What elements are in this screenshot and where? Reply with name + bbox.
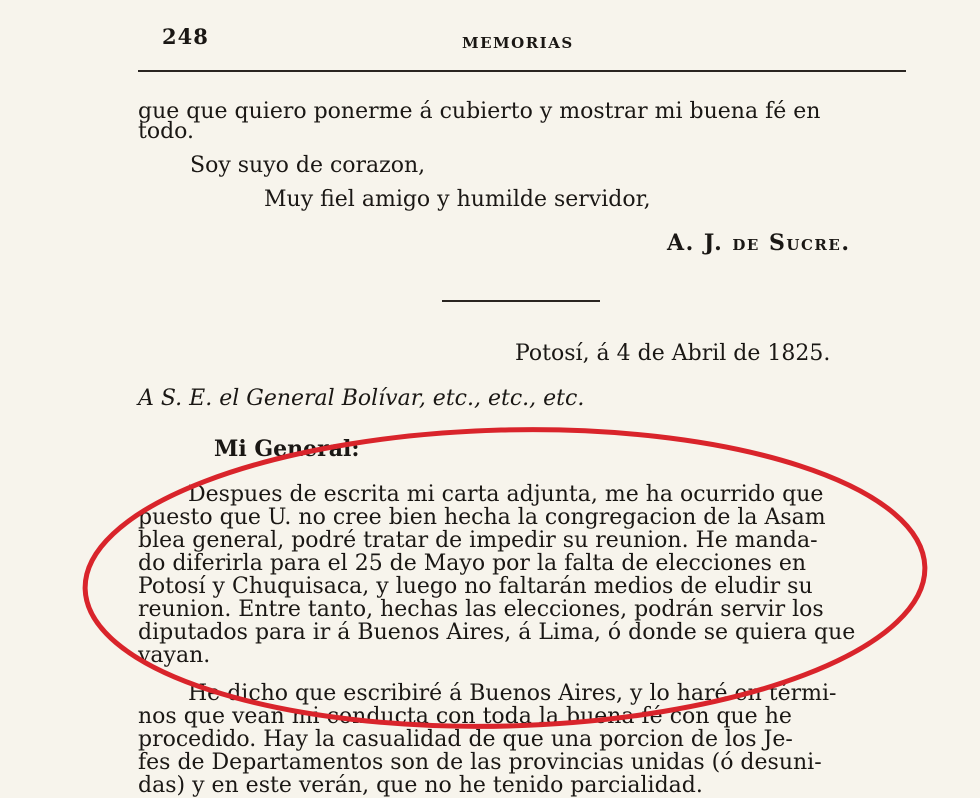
letter1-signature: A. J. de Sucre.	[667, 230, 851, 256]
letter1-closing: Soy suyo de corazon,	[190, 153, 426, 178]
letter2-addressee: A S. E. el General Bolívar, etc., etc., etc.	[138, 386, 585, 411]
running-title: MEMORIAS	[462, 34, 574, 52]
body-line: diputados para ir á Buenos Aires, á Lima, ó donde se quiera que	[138, 620, 856, 645]
body-line: do diferirla para el 25 de Mayo por la falta de elecciones en	[138, 551, 807, 576]
page-number: 248	[162, 24, 209, 49]
body-line: nos que vean mi conducta con toda la buena fé con que he	[138, 704, 792, 729]
letter2-dateline: Potosí, á 4 de Abril de 1825.	[515, 341, 831, 366]
body-line: vayan.	[138, 643, 211, 668]
letter1-line1: gue que quiero ponerme á cubierto y mostrar mi buena fé en	[138, 99, 821, 124]
section-separator	[442, 300, 600, 302]
letter1-line2: todo.	[138, 119, 195, 144]
body-line: procedido. Hay la casualidad de que una porcion de los Je-	[138, 727, 793, 752]
body-line: reunion. Entre tanto, hechas las elecciones, podrán servir los	[138, 597, 824, 622]
body-line: Despues de escrita mi carta adjunta, me ha ocurrido que	[188, 482, 824, 507]
body-line: fes de Departamentos son de las provincias unidas (ó desuni-	[138, 750, 822, 775]
letter2-salutation: Mi General:	[214, 436, 360, 462]
body-line: blea general, podré tratar de impedir su reunion. He manda-	[138, 528, 818, 553]
body-line: Potosí y Chuquisaca, y luego no faltarán medios de eludir su	[138, 574, 813, 599]
letter1-valediction: Muy fiel amigo y humilde servidor,	[264, 187, 651, 212]
body-line: puesto que U. no cree bien hecha la congregacion de la Asam	[138, 505, 826, 530]
body-line: He dicho que escribiré á Buenos Aires, y lo haré en térmi-	[188, 681, 837, 706]
body-line: das) y en este verán, que no he tenido parcialidad.	[138, 773, 703, 798]
header-rule	[138, 70, 906, 72]
